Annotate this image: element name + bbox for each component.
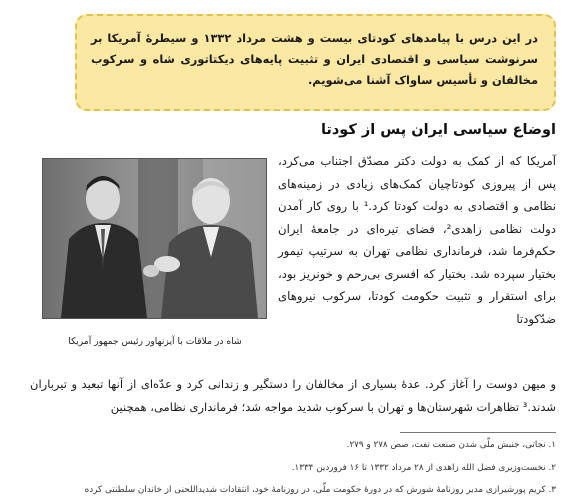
intro-box	[75, 14, 556, 111]
intro-text: در این درس با پیامدهای کودتای بیست و هشت مرداد ۱۳۳۲ و سیطرهٔ آمریکا بر سرنوشت سیاسی و اقتصادی ایران و تثبیت پایه‌های دیکتاتوری شاه و سرکوب مخالفان و تأسیس ساواک آشنا می‌شویم.	[91, 31, 538, 87]
section-heading: اوضاع سیاسی ایران پس از کودتا	[320, 122, 556, 138]
body-paragraph: آمریکا که از کمک به دولت دکتر مصدّق اجتناب می‌کرد، پس از پیروزی کودتاچیان کمک‌های زیادی در زمینه‌های نظامی و اقتصادی به دولت کودتا کرد.¹ با روی کار آمدن دولت نظامی زاهدی²، فضای تیره‌ای در جامعهٔ ایران حکم‌فرما شد، فرمانداری نظامی تهران به سرتیپ تیمور بختیار سپرده شد. بختیار که افسری بی‌رحم و خونریز بود، برای استقرار و تثبیت حکومت کودتا، سرکوب نیروهای ضدّکودتا	[278, 154, 556, 326]
footnote-divider	[400, 432, 556, 433]
footnote-item: ۱. نجاتی، جنبش ملّی شدن صنعت نفت، صص ۲۷۸ و ۲۷۹.	[346, 440, 556, 450]
footnotes	[30, 434, 556, 502]
historical-photo	[42, 158, 267, 319]
footnote-item: ۲. نخست‌وزیری فضل الله زاهدی از ۲۸ مرداد ۱۳۳۲ تا ۱۶ فروردین ۱۳۳۴.	[291, 462, 556, 473]
footnote-item: ۳. کریم پورشیرازی مدیر روزنامهٔ شورش که در دورهٔ حکومت ملّی، در روزنامهٔ خود، انتقادات شدیداللحنی از خاندان سلطنتی کرده	[84, 485, 556, 495]
photo-caption: شاه در ملاقات با آیزنهاور رئیس جمهور آمریکا	[68, 336, 242, 347]
photo-illustration	[43, 159, 266, 318]
continuation-paragraph: و میهن دوست را آغاز کرد. عدهٔ بسیاری از مخالفان را دستگیر و زندانی کرد و عدّه‌ای از آنها تبعید و تیرباران شدند.³ تظاهرات شهرستان‌ها و تهران با سرکوب شدید مواجه شد؛ فرمانداری نظامی، همچنین	[30, 377, 556, 414]
